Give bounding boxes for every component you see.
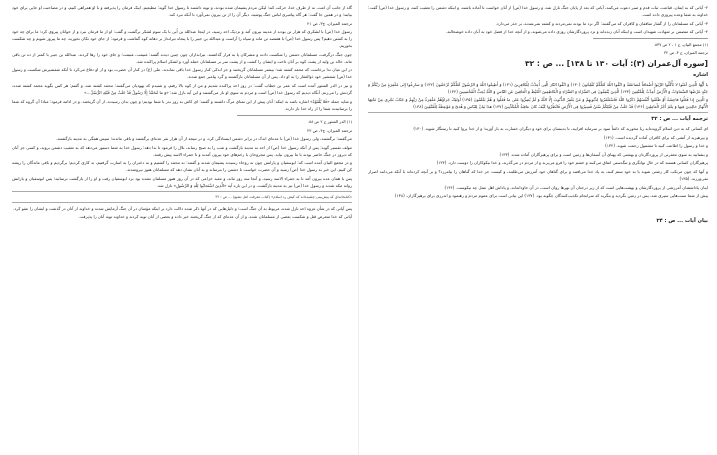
paragraph: و شاید جمله «فَلا یُلْقَوْهُ» اشاره باشد به اینکه: آنان پیش از این تمنای مرگ داشتند و گفتند: ای کاش به روز بدر با شما بودیم؛ و چون بدان رسیدند، از آن گریختند. و در ادامه فرمود: مبادا آن گروه که شما را ترسانیدند شما را از راه خدا باز دارند. bbox=[12, 98, 352, 111]
paragraph: می‌گفتند: برگشتند، ولی رسول خدا (ص) با عده‌ای اندک در برابر دشمن ایستادگی کرد، و در نتیجه از آن هزار نفر عده‌ای برگشتند و باقی ماندند؛ سپس همگی به مدینه بازگشتند. bbox=[55, 136, 352, 142]
spacer bbox=[368, 201, 708, 215]
paragraph: وَ الَّذِینَ إِذا فَعَلُوا فاحِشَةً أَوْ ظَلَمُوا أَنْفُسَهُمْ ذَکَرُوا اللّهَ فَاسْتَغْفَرُوا لِذُنُوبِهِمْ وَ مَنْ یَغْفِرُ الذُّنُوبَ إِلَّا اللّهُ وَ لَمْ یُصِرُّوا عَلی ما فَعَلُوا وَ هُمْ یَعْلَمُونَ (۱۳۵) أُولئِکَ جَزاؤُهُمْ مَغْفِرَةٌ مِنْ رَبِّهِمْ وَ جَنّاتٌ تَجْرِی مِنْ تَحْتِهَا الْأَنْهارُ خالِدِینَ فِیها وَ نِعْمَ أَجْرُ الْعامِلِینَ (۱۳۶) قَدْ خَلَتْ مِنْ قَبْلِکُمْ سُنَنٌ فَسِیرُوا فِی الْأَرْضِ فَانْظُرُوا کَیْفَ کانَ عاقِبَةُ الْمُکَذِّبِینَ (۱۳۷) هذا بَیانٌ لِلنّاسِ وَ هُدیً وَ مَوْعِظَةٌ لِلْمُتَّقِینَ (۱۳۸) bbox=[368, 97, 708, 110]
paragraph: ۳- آیاتی که مسلمانان را از گفتار منافقان و کافران که می‌گفتند: اگر نزد ما بودند نمی‌مردند و کشته نمی‌شدند، بر حذر می‌دارد. bbox=[495, 20, 708, 26]
paragraph: و خدا و رسول را اطاعت کنید تا مشمول رحمت شوید. (۱۳۲) bbox=[605, 143, 708, 149]
paragraph: و بشتابید به سوی مغفرتی از پروردگارتان و بهشتی که پهنای آن آسمان‌ها و زمین است و برای پرهیزگاران آماده شده. (۱۳۳) bbox=[499, 151, 708, 157]
section-heading: بیان آیات ... ص : ۳۴ bbox=[656, 217, 708, 224]
paragraph: و بپرهیزید از آتشی که برای کافران آماده گردیده است. (۱۳۱) bbox=[603, 134, 708, 140]
paragraph: اینان پاداششان آمرزشی از پروردگارشان و بهشت‌هایی است که از زیر درختان آن نهرها روان است، در آن جاودانه‌اند، و پاداش اهل عمل چه نیکوست. (۱۳۶) bbox=[444, 184, 708, 190]
paragraph: و آنها که چون مرتکب کار زشتی شوند یا به خود ستم کنند، به یاد خدا می‌افتند و برای گناهان خود آمرزش می‌طلبند، و کیست جز خدا که گناهان را بیامرزد؟ و بر آنچه کرده‌اند با آنکه می‌دانند اصرار نمی‌ورزند. (۱۳۵) bbox=[368, 168, 708, 181]
paragraph: ۴- آیاتی که متضمن بر شهادت شهیدان است و اینکه آنان زنده‌اند و نزد پروردگارشان روزی داده می‌شوند، و از آنچه خدا از فضل خود به آنان داده خوشحالند. bbox=[445, 29, 708, 35]
paragraph: و در مجمع البیان آمده است که: ابوسفیان و یارانش چون به روحاء رسیدند پشیمان شدند و گفتند: نه محمد را کشتیم و نه دختران را به اسارت گرفتیم، بد کاری کردیم؛ برگردیم و باقی ماندگان را ریشه کن کنیم. این خبر به رسول خدا (ص) رسید و آن حضرت خواست تا دشمن را بترساند و به آنان نشان دهد که مسلمانان هنوز نیرومندند. bbox=[12, 160, 352, 173]
footnote: (۱) الدر المنثور ج ۲ ص ۸۸. bbox=[307, 118, 352, 124]
section-heading: اشاره bbox=[693, 71, 708, 78]
paragraph: پس آیاتی که در شأن غزوه احد نازل شده، مربوط به آن جنگ است؛ و دلیل‌هایی که در آنها ذکر شده دلالت دارد بر اینکه مؤمنان در آن جنگ آزمایش شدند و خداوند از آنان در گذشت و ایشان را عفو کرد. bbox=[13, 205, 352, 211]
divider-line bbox=[593, 38, 708, 39]
section-heading: ترجمه آیات ... ص : ۳۲ bbox=[651, 116, 708, 123]
divider-line bbox=[12, 191, 352, 192]
paragraph: پرهیزگاران کسانی هستند که در حال توانگری و تنگدستی انفاق می‌کنند و خشم خود را فرو می‌برند و از مردم در می‌گذرند، و خدا نیکوکاران را دوست دارد. (۱۳۴) bbox=[436, 160, 708, 166]
paragraph: پیش از شما سنت‌هایی سپری شد، پس در زمین بگردید و بنگرید که سرانجام تکذیب‌کنندگان چگونه بود. (۱۳۷) این بیانی است برای عموم مردم و رهنمود و اندرزی برای پرهیزگاران. (۱۳۸) bbox=[394, 193, 708, 199]
paragraph: چون جنگ درگرفت، مسلمانان دشمن را شکست دادند و مشرکان پا به فرار گذاشتند. تیراندازان چون چنین دیدند گفتند: غنیمت، غنیمت؛ و جای خود را رها کردند. عبدالله بن جبیر با کمتر از ده تن باقی ماند. خالد بن ولید از پشت کوه بر آنان تاخت و ایشان را کشت و از پشت سر بر مسلمانان حمله آورد و لشکر اسلام پراکنده شد. bbox=[12, 51, 352, 64]
paragraph: ترجمه المیزان، ج۴، ص ۲۲ bbox=[307, 127, 352, 133]
footnote: (۱) مجمع البیان، ج ۱ - ۲ ص ۸۳۷. bbox=[653, 42, 708, 48]
page-gutter bbox=[358, 0, 359, 455]
paragraph: یا أَیُّهَا الَّذِینَ آمَنُوا لا تَأْکُلُوا الرِّبَوا أَضْعافاً مُضاعَفَةً وَ اتَّقُوا اللّهَ لَعَلَّکُمْ تُفْلِحُونَ (۱۳۰) وَ اتَّقُوا النّارَ الَّتِی أُعِدَّتْ لِلْکافِرِینَ (۱۳۱) وَ أَطِیعُوا اللّهَ وَ الرَّسُولَ لَعَلَّکُمْ تُرْحَمُونَ (۱۳۲) وَ سارِعُوا إِلی مَغْفِرَةٍ مِنْ رَبِّکُمْ وَ جَنَّةٍ عَرْضُهَا السَّماواتُ وَ الْأَرْضُ أُعِدَّتْ لِلْمُتَّقِینَ (۱۳۳) الَّذِینَ یُنْفِقُونَ فِی السَّرّاءِ وَ الضَّرّاءِ وَ الْکاظِمِینَ الْغَیْظَ وَ الْعافِینَ عَنِ النّاسِ وَ اللّهُ یُحِبُّ الْمُحْسِنِینَ (۱۳۴) bbox=[368, 81, 708, 94]
paragraph: در این میان ندا برخاست که محمد کشته شد؛ بیشتر مسلمانان گریختند و جز اندکی کنار رسول خدا باقی نماندند. علی (ع) در کنار آن حضرت بود و از او دفاع می‌کرد تا آنکه شمشیرش شکست و رسول خدا (ص) شمشیر خود ذوالفقار را به او داد. پس از آن مسلمانان بازگشتند و گرد پیامبر جمع شدند. bbox=[12, 67, 352, 80]
paragraph: مولف تفسیر گوید: پس از آنکه رسول خدا (ص) از احد به مدینه بازگشت و شب را به صبح رساند، بلال را فرمود تا ندا دهد: رسول خدا به شما دستور می‌دهد که به تعقیب دشمن بروید، و کسی جز آنان که دیروز در جنگ حاضر بودند با ما بیرون نیاید. پس مجروحان با زخم‌های خود بیرون آمدند و تا حمراء الاسد پیش رفتند. bbox=[12, 144, 352, 157]
paragraph: گاه از جانب آن امت، نه از طرف خدا، حرکت کند؛ لیکن مردم پشیمان شده بودند، و توبه داشتند تا رسول خدا گوید: مطیعیم. اینک فرمان را پذیرفته و با او همراهی کنیم، و در مصاحبت او جایی برای خود بیابند؛ و در همین جا گفت: هر گاه پیامبری لباس جنگ پوشید، دیگر آن را از تن بیرون نمی‌آورد تا آنکه نبرد کند. bbox=[12, 5, 352, 18]
paragraph: رسول خدا (ص) با لشکری که هزار تن بودند از مدینه بیرون آمد و نزدیک احد رسید، در اینجا عبدالله بن اُبی با یک سوم لشکر برگشت و گفت: او از ما فرمان نبرد و از جوانان پیروی کرد؛ ما برای چه خود را به کشتن دهیم؟ پس رسول خدا (ص) با هفتصد تن ماند و سپاه را آراست و عبدالله بن جبیر را با پنجاه تیرانداز بر دهانه کوه گماشت و فرمود: از جای خود تکان نخورید، چه ما پیروز شویم و چه شکست بخوریم. bbox=[12, 29, 352, 49]
left-page bbox=[12, 0, 352, 455]
right-page bbox=[368, 0, 708, 455]
paragraph: پس با همان عده بیرون آمد تا به حمراء الاسد رسید، و آنجا سه روز ماند، و معبد خزاعی که در آن روز هنوز مسلمان نشده بود نزد ابوسفیان رفت و او را از بازگشت ترسانید؛ پس ابوسفیان و یارانش روانه مکه شدند و رسول خدا (ص) نیز به مدینه بازگشت، و در این باره آیه «الَّذِینَ اسْتَجابُوا لِلّهِ وَ الرَّسُولِ» نازل شد. bbox=[12, 175, 352, 188]
footnote: ترجمه المیزان، ج ۳، ص ۳۲ bbox=[664, 50, 708, 56]
divider-line bbox=[368, 112, 708, 113]
paragraph: و نیز در الدر المنثور آمده است که عمر بن خطاب گفت: در روز احد پراکنده شدیم و من از کوه بالا رفتم، و شنیدم که یهودیان می‌گفتند: محمد کشته شد، و گفتم: هر کس بگوید محمد کشته شده، گردنش را می‌زنم. آنگاه دیدیم که رسول خدا (ص) است و مردم به سوی او باز می‌گشتند و این آیه نازل شد: «وَ ما مُحَمَّدٌ إِلّا رَسُولٌ قَدْ خَلَتْ مِنْ قَبْلِهِ الرُّسُلُ...» bbox=[12, 82, 352, 96]
paragraph: ای کسانی که به دین اسلام گرویده‌اید ربا مخورید که دائماً سود بر سرمایه افزایید، تا بدینسان برای خود و دیگران خسارت به بار آورید؛ و از خدا پروا کنید تا رستگار شوید. (۱۳۰) bbox=[413, 126, 708, 132]
section-title: [سوره آل‌عمران (۳): آیات ۱۳۰ تا ۱۳۸] ... ص : ۳۲ bbox=[524, 58, 708, 68]
divider-line bbox=[237, 115, 352, 116]
paragraph: ۲- آیاتی که به ایمان، قناعت، ثبات قدم و صبر دعوت می‌کنند، آیاتی که بعد از پایان جنگ نازل شد، و رسول خدا (ص) از آنان خواست تا آماده باشند، و اینکه دشمن را تعقیب کنند، و رسول خدا (ص) گفت: خداوند به شما وعده پیروزی داده است. bbox=[368, 5, 708, 18]
paragraph: آیاتی که خدا متعرض قتل و شکست بعضی از مسلمانان شده، و از آن عده‌ای که از جنگ گریختند خبر داده و بعضی از آنان توبه کردند و خداوند توبه آنان را پذیرفت. bbox=[78, 214, 352, 220]
footer-note: «کتابخانه‌ای که پیش‌بینی چشیده‌اند که کیش رد اسلام» (کتاب معرفت اهل تشیع) ... ص : ۳۲ bbox=[215, 194, 352, 199]
paragraph: ترجمه المیزان، ج۳، ص ۲۱ bbox=[307, 20, 352, 26]
divider-line bbox=[12, 202, 352, 203]
